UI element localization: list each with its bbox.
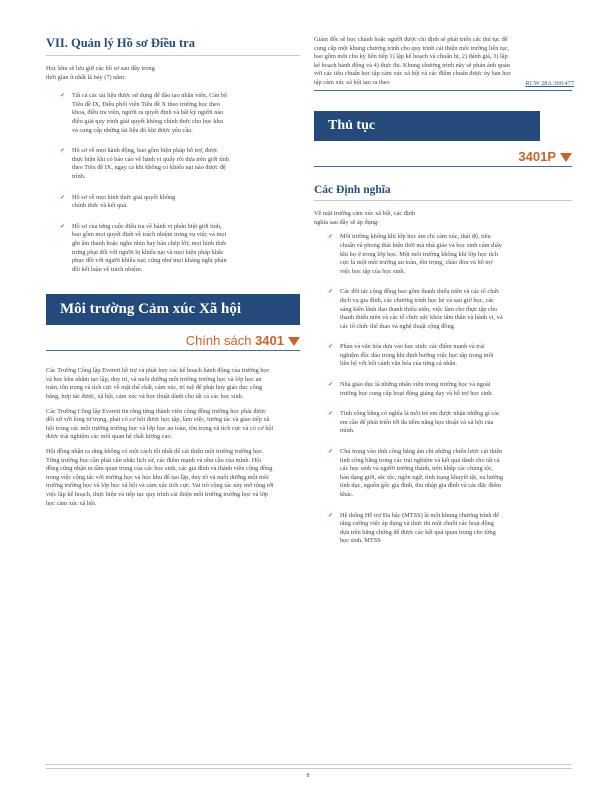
triangle-down-icon [288,337,300,346]
left-column [46,36,300,514]
top-paragraph: Giám đốc sẽ học chánh hoặc người được chỉ định sẽ phát triển các thủ tục để cung cấp một khung chương trình cho quy trình cải thiện môi trường liên tục, bao gồm một chu kỳ liên tiếp 1) lập kế hoạch và chuẩn bị, 2) đánh giá, 3) lập kế hoạch hành động và 4) thực thi. Khung chương trình này sẽ phản ánh quản với các tiêu chuẩn học tập cảm xúc xã hội và các điểm chuẩn được ủy ban học tập cảm xúc xã hội tạo ra theo [314,36,512,86]
list-item: ✔ Tất cả các tài liệu được sử dụng để đào tạo nhân viên, Cán bộ Tiêu đề IX, Điều phối viên Tiêu đề X theo trường học theo khoa, điều tra viên, người ra quyết định và bất kỳ người nào điều giải quy trình giải quyết không chính thức cho học khu và cung cấp những tài liệu đó khi được yêu cầu. [60,92,228,134]
bullet-icon: ✔ [60,93,66,100]
list-item: ✔ Phản và văn hóa dựa vào học sinh: các điểm mạnh và trải nghiệm độc đáo trong khi định hướng việc học tập trong mối liên hệ với bối cảnh văn hóa của từng cá nhân. [328,343,494,368]
procedure-banner: Thủ tục [314,111,540,141]
bullet-icon: ✔ [328,449,334,456]
list-item: ✔ Các đối tác cộng đồng bao gồm thanh thiếu niên và các tổ chức dịch vụ gia đình, các chương trình học hè và sau giờ học, các sáng kiến lãnh đạo thanh thiếu niên, việc làm cho thực tập cho thanh thiếu niên và các tổ chức sức khỏe tâm thần và hành vi, và các tổ chức thể thao và nghệ thuật cộng đồng. [328,288,503,330]
right-column [314,36,572,554]
list-item: ✔ Hồ sơ về mọi hình thức giải quyết không chính thức và kết quả. [60,193,176,210]
policy-number: 3401 [255,333,284,349]
rcw-line [404,80,574,89]
list-item: ✔ Môi trường không khí lớp học ám chỉ cảm xúc, thái độ, tiêu chuẩn và phong thái hiện thời mà nhà giáo và học sinh cảm thấy khi họ ở trong lớp học. Một môi trường không khí lớp học tích cực là một môi trường an toàn, tôn trọng, chào đón và hỗ trợ việc học tập của học sinh. [328,233,502,275]
triangle-down-icon [560,153,572,162]
bullet-icon: ✔ [328,289,334,296]
bullet-icon: ✔ [328,382,334,389]
section-title: VII. Quản lý Hồ sơ Điều tra [46,36,195,50]
definitions-intro: Về mặt trường cảm xúc xã hội, các định nghĩa sau đây sẽ áp dụng: [314,210,415,226]
bullet-icon: ✔ [60,223,66,230]
policy-paragraph: Hội đồng nhận ra rằng không có một cách tốt nhất để cải thiện môi trường trường học. Từng trường học cần phải cân nhắc lịch sử, các điểm mạnh và nhu cầu của mình. Hội đồng cũng nhận ra tầm quan trọng của các học sinh, các gia đình và thành viên cộng đồng trong việc cộng tác với trường học và học khu để tạo lập, duy trì và nuôi dưỡng một môi trường trường học và lớp học xã hội và cảm xúc tích cực. Vai trò cộng tác này mở rộng tới việc lập kế hoạch, thực hiện và tiếp tục quy trình cải thiện môi trường trường học và lớp học cảm xúc xã hội. [46,448,274,507]
list-item: ✔ Tính công bằng có nghĩa là mỗi trẻ em được nhận những gì các em cần để phát triển tới đa tiềm năng học thuật và xã hội của mình. [328,410,500,435]
list-item: ✔ Hệ thống Hỗ trợ Đa bậc (MTSS) là một khung chương trình để tăng cường việc áp dụng và thực thi một chuỗi các hoạt động dựa trên bằng chứng để được các kết quả quan trọng cho từng học sinh. MTSS [328,511,500,545]
page-number: 8 [306,773,310,779]
top-divider [314,90,572,91]
policy-label: Chính sách 3401 [185,333,284,349]
list-item: ✔ Hồ sơ về mọi hành động, bao gồm biện pháp hỗ trợ, được thực hiện khi có báo cáo về hành vi quấy rối dựa trên giới tính theo Tiêu đề IX, ngay cả khi không có khiếu nại nào được đệ trình. [60,147,230,180]
list-item: ✔ Chủ trọng vào tính công bằng ám chỉ những chiến lược cải thiện tính công bằng trong các trải nghiệm và kết quả dành cho tất cả các học sinh và người trưởng thành, trên khắp các chủng tộc, bản dạng giới, sắc tộc, ngôn ngữ, tình trạng khuyết tật, xu hướng tính dục, nguồn gốc gia đình, thu nhập gia đình và các đặc điểm khác. [328,448,504,498]
definitions-divider [314,200,572,201]
list-item: ✔ Hồ sơ của từng cuộc điều tra về hành vi phân biệt giới tính, bao gồm mọi quyết định về trách nhiệm trong vụ việc và mọi ghi âm thanh hoặc nghe nhìn hay bản chép lời; mọi hình thức trừng phạt đối với người bị khiếu nại và mọi biện pháp khắc phục đối với người khiếu nại; cũng như mọi kháng nghị phản đối kết luận về trách nhiệm. [60,222,227,273]
procedure-label [518,149,556,164]
policy-body [46,367,274,508]
footer-rule [46,768,572,769]
section-divider [46,55,300,56]
footer-rule [46,764,572,765]
procedure-number: 3401P [518,149,556,165]
records-intro: Học khu sẽ lưu giữ các hồ sơ sau đây trong thời gian ít nhất là bảy (7) năm: [46,65,155,81]
bullet-icon: ✔ [328,344,334,351]
policy-paragraph: Các Trường Công lập Everett tin rằng từng thành viên cộng đồng trường học phải được đối xử với lòng tư trọng, phải có cơ hội được học tập, làm việc, tương tác và giao tiếp xã hội trong các môi trường trường học và lớp học an toàn, tôn trọng và tích cực và có cơ hội được trải nghiệm các mối quan hệ chất lượng cao. [46,407,274,441]
records-list [60,92,230,274]
definitions-title: Các Định nghĩa [314,184,391,197]
section-banner: Môi trường Cảm xúc Xã hội [46,294,300,325]
rcw-link[interactable]: RCW 28A.300.477 [525,79,574,87]
bullet-icon: ✔ [328,411,334,418]
list-item: ✔ Nhà giáo dục là những nhân viên trong trường học và ngoài trường học cung cấp hoạt động giảng dạy và hỗ trợ học sinh. [328,381,493,397]
procedure-header [314,145,572,167]
bullet-icon: ✔ [60,148,66,155]
bullet-icon: ✔ [60,194,66,201]
policy-paragraph: Các Trường Công lập Everett hỗ trợ và phát huy các kế hoạch hành động của trường học và học khu nhằm tạo lập, duy trì, và nuôi dưỡng môi trường trường học và lớp học an toàn, tôn trọng và tích cực về mặt thể chất, cảm xúc, trí tuệ để phát huy giáo dục công bằng, hợp tác được, xã hội, cảm xúc và học thuật dành cho tất cả các học sinh. [46,367,270,401]
bullet-icon: ✔ [328,512,334,519]
policy-header [46,329,300,351]
bullet-icon: ✔ [328,234,334,241]
definitions-list [328,233,504,546]
